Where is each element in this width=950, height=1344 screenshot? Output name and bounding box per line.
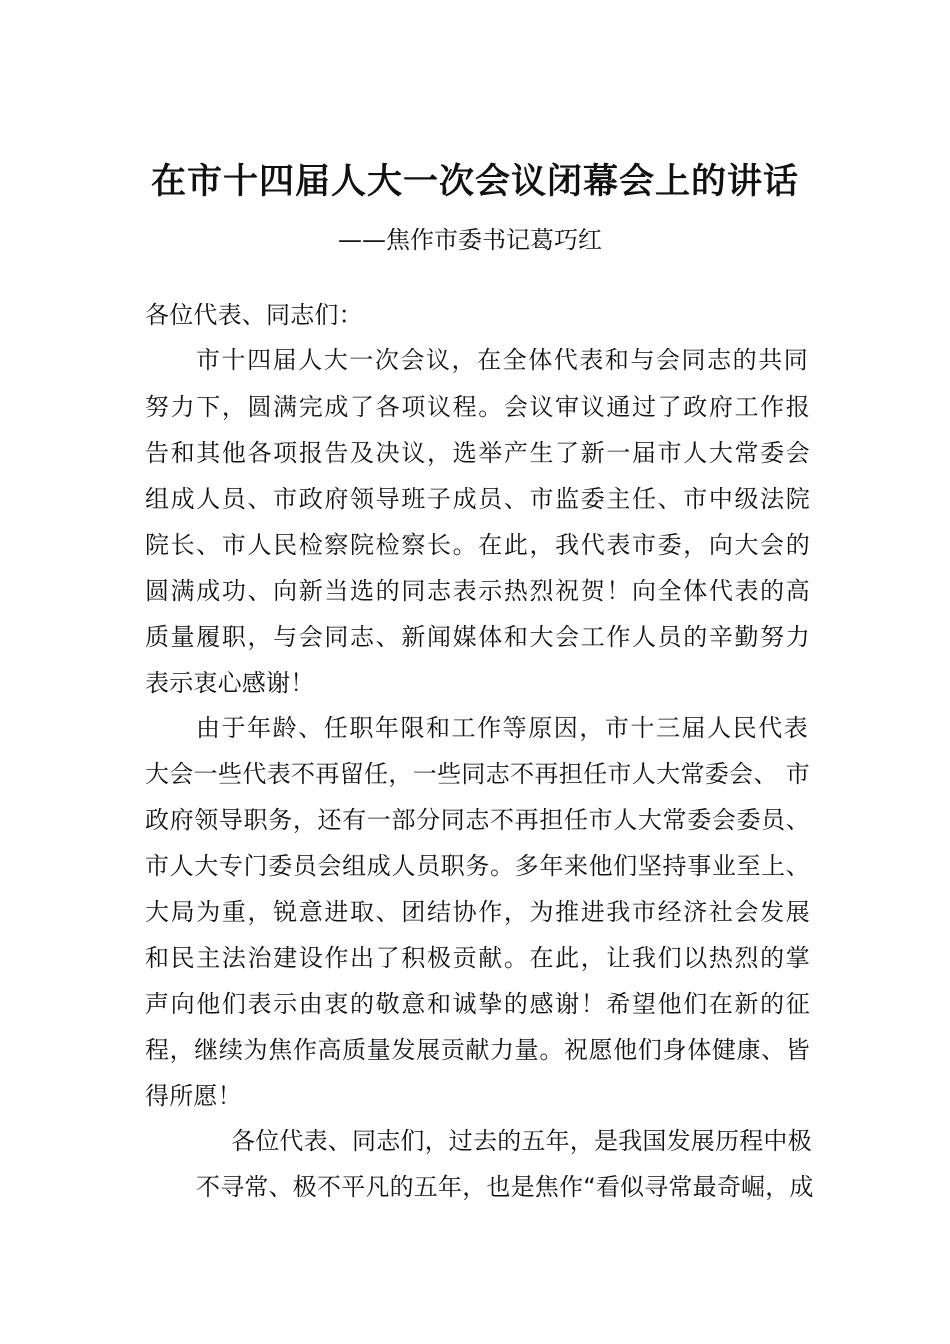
paragraph-line: 程，继续为焦作高质量发展贡献力量。祝愿他们身体健康、皆 — [145, 1036, 810, 1064]
paragraph-line: 各位代表、同志们，过去的五年，是我国发展历程中极 — [231, 1127, 812, 1155]
paragraph-line: 质量履职，与会同志、新闻媒体和大会工作人员的辛勤努力 — [145, 623, 810, 651]
paragraph-line: 不寻常、极不平凡的五年，也是焦作“看似寻常最奇崛，成 — [196, 1173, 814, 1201]
salutation: 各位代表、同志们： — [145, 301, 363, 329]
document-title: 在市十四届人大一次会议闭幕会上的讲话 — [150, 161, 799, 202]
paragraph-line: 组成人员、市政府领导班子成员、市监委主任、市中级法院 — [145, 485, 810, 513]
paragraph-line: 声向他们表示由衷的敬意和诚挚的感谢！希望他们在新的征 — [145, 990, 810, 1018]
paragraph-line: 大局为重，锐意进取、团结协作，为推进我市经济社会发展 — [145, 898, 810, 926]
paragraph-line: 市人大专门委员会组成人员职务。多年来他们坚持事业至上、 — [145, 852, 810, 880]
paragraph-line: 由于年龄、任职年限和工作等原因，市十三届人民代表 — [196, 714, 808, 742]
paragraph-line: 告和其他各项报告及决议，选举产生了新一届市人大常委会 — [145, 439, 810, 467]
document-subtitle: ——焦作市委书记葛巧红 — [338, 226, 602, 254]
paragraph-line: 市十四届人大一次会议，在全体代表和与会同志的共同 — [196, 346, 808, 374]
paragraph-line: 表示衷心感谢！ — [145, 669, 315, 697]
paragraph-line: 圆满成功、向新当选的同志表示热烈祝贺！向全体代表的高 — [145, 577, 810, 605]
paragraph-line: 院长、市人民检察院检察长。在此，我代表市委，向大会的 — [145, 531, 810, 559]
paragraph-line: 得所愿！ — [145, 1082, 242, 1110]
paragraph-line: 大会一些代表不再留任，一些同志不再担任市人大常委会、 市 — [145, 760, 810, 788]
paragraph-line: 和民主法治建设作出了积极贡献。在此，让我们以热烈的掌 — [145, 944, 810, 972]
paragraph-line: 政府领导职务，还有一部分同志不再担任市人大常委会委员、 — [145, 806, 810, 834]
paragraph-line: 努力下，圆满完成了各项议程。会议审议通过了政府工作报 — [145, 393, 810, 421]
